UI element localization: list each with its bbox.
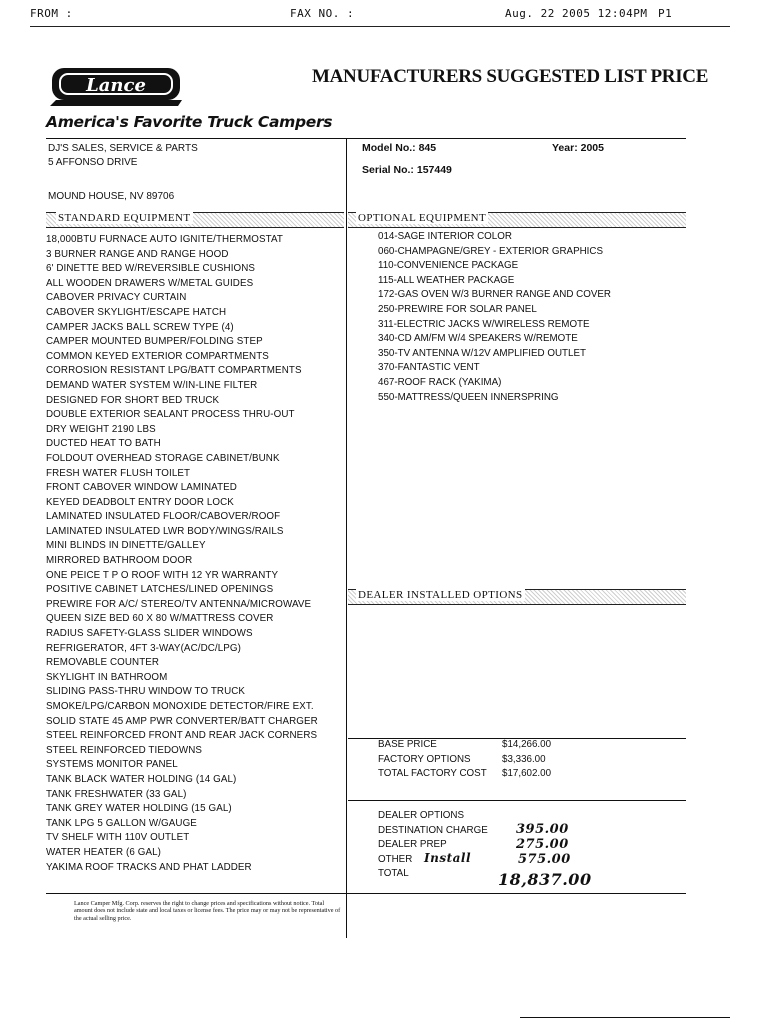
dealer-prep-value: 275.00 xyxy=(516,837,569,852)
dealer-prep-label: DEALER PREP xyxy=(378,839,447,850)
optional-equipment-item: 060-CHAMPAGNE/GREY - EXTERIOR GRAPHICS xyxy=(378,245,604,257)
total-factory-cost-label: TOTAL FACTORY COST xyxy=(378,768,487,779)
standard-equipment-item: KEYED DEADBOLT ENTRY DOOR LOCK xyxy=(46,496,234,508)
standard-equipment-item: REFRIGERATOR, 4FT 3-WAY(AC/DC/LPG) xyxy=(46,642,242,654)
fax-from-label: FROM : xyxy=(30,7,73,20)
logo-wordmark: Lance xyxy=(86,75,146,96)
standard-equipment-item: CABOVER SKYLIGHT/ESCAPE HATCH xyxy=(46,306,227,318)
optional-equipment-item: 350-TV ANTENNA W/12V AMPLIFIED OUTLET xyxy=(378,347,586,359)
standard-equipment-item: PREWIRE FOR A/C/ STEREO/TV ANTENNA/MICROWAVE xyxy=(46,598,312,610)
standard-equipment-item: FOLDOUT OVERHEAD STORAGE CABINET/BUNK xyxy=(46,452,280,464)
standard-equipment-item: ONE PEICE T P O ROOF WITH 12 YR WARRANTY xyxy=(46,569,279,581)
standard-equipment-item: 3 BURNER RANGE AND RANGE HOOD xyxy=(46,248,229,260)
optional-equipment-item: 370-FANTASTIC VENT xyxy=(378,362,480,374)
standard-equipment-item: TV SHELF WITH 110V OUTLET xyxy=(46,832,190,844)
standard-equipment-item: SMOKE/LPG/CARBON MONOXIDE DETECTOR/FIRE EXT. xyxy=(46,701,314,712)
standard-equipment-item: REMOVABLE COUNTER xyxy=(46,657,160,669)
total-factory-cost-row xyxy=(378,767,551,782)
standard-equipment-item: SLIDING PASS-THRU WINDOW TO TRUCK xyxy=(46,686,246,698)
standard-equipment-item: FRESH WATER FLUSH TOILET xyxy=(46,467,191,479)
document-title: MANUFACTURERS SUGGESTED LIST PRICE xyxy=(312,66,709,87)
standard-equipment-item: WATER HEATER (6 GAL) xyxy=(46,846,162,858)
optional-equipment-heading: OPTIONAL EQUIPMENT xyxy=(358,212,487,224)
model-value: 845 xyxy=(418,142,437,154)
serial-number xyxy=(362,164,452,176)
model-number xyxy=(362,142,436,154)
dealer-name: DJ'S SALES, SERVICE & PARTS xyxy=(48,143,198,154)
standard-equipment-item: TANK BLACK WATER HOLDING (14 GAL) xyxy=(46,773,237,785)
dealer-charges-rule xyxy=(348,800,686,801)
standard-equipment-item: CABOVER PRIVACY CURTAIN xyxy=(46,292,187,304)
lance-logo xyxy=(46,64,186,108)
optional-equipment-item: 014-SAGE INTERIOR COLOR xyxy=(378,231,512,242)
standard-equipment-item: MINI BLINDS IN DINETTE/GALLEY xyxy=(46,540,206,552)
base-price-value: $14,266.00 xyxy=(502,739,552,750)
model-label: Model No.: xyxy=(362,142,416,154)
fax-number-label: FAX NO. : xyxy=(290,7,355,20)
other-label: OTHER xyxy=(378,853,413,865)
optional-equipment-item: 250-PREWIRE FOR SOLAR PANEL xyxy=(378,303,537,315)
standard-equipment-item: LAMINATED INSULATED LWR BODY/WINGS/RAILS xyxy=(46,525,284,537)
other-value: 575.00 xyxy=(518,852,571,867)
dealer-city: MOUND HOUSE, NV 89706 xyxy=(48,191,175,202)
other-note: Install xyxy=(424,851,472,865)
standard-equipment-item: TANK FRESHWATER (33 GAL) xyxy=(46,788,187,800)
factory-options-value: $3,336.00 xyxy=(502,753,546,765)
optional-equipment-item: 550-MATTRESS/QUEEN INNERSPRING xyxy=(378,391,559,403)
standard-equipment-item: CAMPER JACKS BALL SCREW TYPE (4) xyxy=(46,321,234,333)
optional-equipment-item: 340-CD AM/FM W/4 SPEAKERS W/REMOTE xyxy=(378,333,578,345)
standard-equipment-item: SKYLIGHT IN BATHROOM xyxy=(46,671,168,683)
standard-equipment-item: TANK LPG 5 GALLON W/GAUGE xyxy=(46,817,197,829)
total-label: TOTAL xyxy=(378,868,409,879)
factory-options-label: FACTORY OPTIONS xyxy=(378,753,471,765)
standard-equipment-item: SOLID STATE 45 AMP PWR CONVERTER/BATT CHARGER xyxy=(46,715,318,727)
standard-equipment-item: DEMAND WATER SYSTEM W/IN-LINE FILTER xyxy=(46,379,258,391)
standard-equipment-item: STEEL REINFORCED FRONT AND REAR JACK CORNERS xyxy=(46,730,318,742)
standard-equipment-item: STEEL REINFORCED TIEDOWNS xyxy=(46,744,203,756)
page-bottom-rule xyxy=(520,1017,730,1018)
footnote-disclaimer: Lance Camper Mfg. Corp. reserves the right to change prices and specifications without notice. Total amount does not include state and local taxes or license fees. The price may or may not be representative of the actual selling price. xyxy=(74,900,341,922)
standard-equipment-item: ALL WOODEN DRAWERS W/METAL GUIDES xyxy=(46,277,254,289)
model-year xyxy=(552,142,604,154)
standard-equipment-item: CAMPER MOUNTED BUMPER/FOLDING STEP xyxy=(46,336,263,348)
dealer-options-label: DEALER OPTIONS xyxy=(378,810,465,821)
standard-equipment-item: CORROSION RESISTANT LPG/BATT COMPARTMENTS xyxy=(46,365,302,377)
standard-equipment-item: QUEEN SIZE BED 60 X 80 W/MATTRESS COVER xyxy=(46,613,274,625)
factory-options-row xyxy=(378,753,551,768)
standard-equipment-item: DUCTED HEAT TO BATH xyxy=(46,438,161,450)
header-rule xyxy=(46,138,686,139)
footer-rule xyxy=(46,893,686,894)
total-factory-cost-value: $17,602.00 xyxy=(502,768,552,779)
standard-equipment-item: FRONT CABOVER WINDOW LAMINATED xyxy=(46,482,237,494)
serial-value: 157449 xyxy=(416,164,452,176)
standard-equipment-item: POSITIVE CABINET LATCHES/LINED OPENINGS xyxy=(46,584,274,596)
grand-total-value: 18,837.00 xyxy=(498,870,592,889)
optional-equipment-item: 110-CONVENIENCE PACKAGE xyxy=(378,260,519,272)
destination-charge-value: 395.00 xyxy=(516,822,569,837)
fax-header-rule xyxy=(30,26,730,27)
optional-equipment-item: 115-ALL WEATHER PACKAGE xyxy=(378,274,515,286)
base-price-label: BASE PRICE xyxy=(378,739,437,750)
destination-charge-label: DESTINATION CHARGE xyxy=(378,824,488,836)
dealer-address xyxy=(48,142,198,204)
serial-label: Serial No.: xyxy=(362,164,414,176)
standard-equipment-item: DRY WEIGHT 2190 LBS xyxy=(46,423,156,435)
standard-equipment-item: DESIGNED FOR SHORT BED TRUCK xyxy=(46,394,220,406)
standard-equipment-item: RADIUS SAFETY-GLASS SLIDER WINDOWS xyxy=(46,628,253,640)
fax-date-time: Aug. 22 2005 12:04PM xyxy=(505,7,648,20)
dealer-installed-heading: DEALER INSTALLED OPTIONS xyxy=(358,589,523,601)
year-value: 2005 xyxy=(580,142,604,154)
base-price-row xyxy=(378,738,551,753)
standard-equipment-item: DOUBLE EXTERIOR SEALANT PROCESS THRU-OUT xyxy=(46,409,295,421)
standard-equipment-item: 6' DINETTE BED W/REVERSIBLE CUSHIONS xyxy=(46,263,256,275)
dealer-charges xyxy=(378,809,488,882)
standard-equipment-item: YAKIMA ROOF TRACKS AND PHAT LADDER xyxy=(46,861,252,873)
optional-equipment-item: 172-GAS OVEN W/3 BURNER RANGE AND COVER xyxy=(378,289,612,301)
factory-pricing xyxy=(378,738,551,782)
standard-equipment-item: MIRRORED BATHROOM DOOR xyxy=(46,555,193,567)
fax-page-number: P1 xyxy=(658,7,673,20)
standard-equipment-item: TANK GREY WATER HOLDING (15 GAL) xyxy=(46,803,232,815)
dealer-street: 5 AFFONSO DRIVE xyxy=(48,157,138,168)
standard-equipment-heading: STANDARD EQUIPMENT xyxy=(58,212,191,224)
standard-equipment-item: SYSTEMS MONITOR PANEL xyxy=(46,759,178,771)
standard-equipment-item: LAMINATED INSULATED FLOOR/CABOVER/ROOF xyxy=(46,511,281,523)
year-label: Year: xyxy=(552,142,578,154)
standard-equipment-list xyxy=(46,233,318,875)
standard-equipment-item: COMMON KEYED EXTERIOR COMPARTMENTS xyxy=(46,350,269,362)
optional-equipment-list xyxy=(378,230,611,405)
standard-equipment-item: 18,000BTU FURNACE AUTO IGNITE/THERMOSTAT xyxy=(46,234,283,245)
optional-equipment-item: 467-ROOF RACK (YAKIMA) xyxy=(378,376,502,388)
brand-tagline: America's Favorite Truck Campers xyxy=(46,113,333,131)
optional-equipment-item: 311-ELECTRIC JACKS W/WIRELESS REMOTE xyxy=(378,318,590,330)
column-divider xyxy=(346,138,347,938)
